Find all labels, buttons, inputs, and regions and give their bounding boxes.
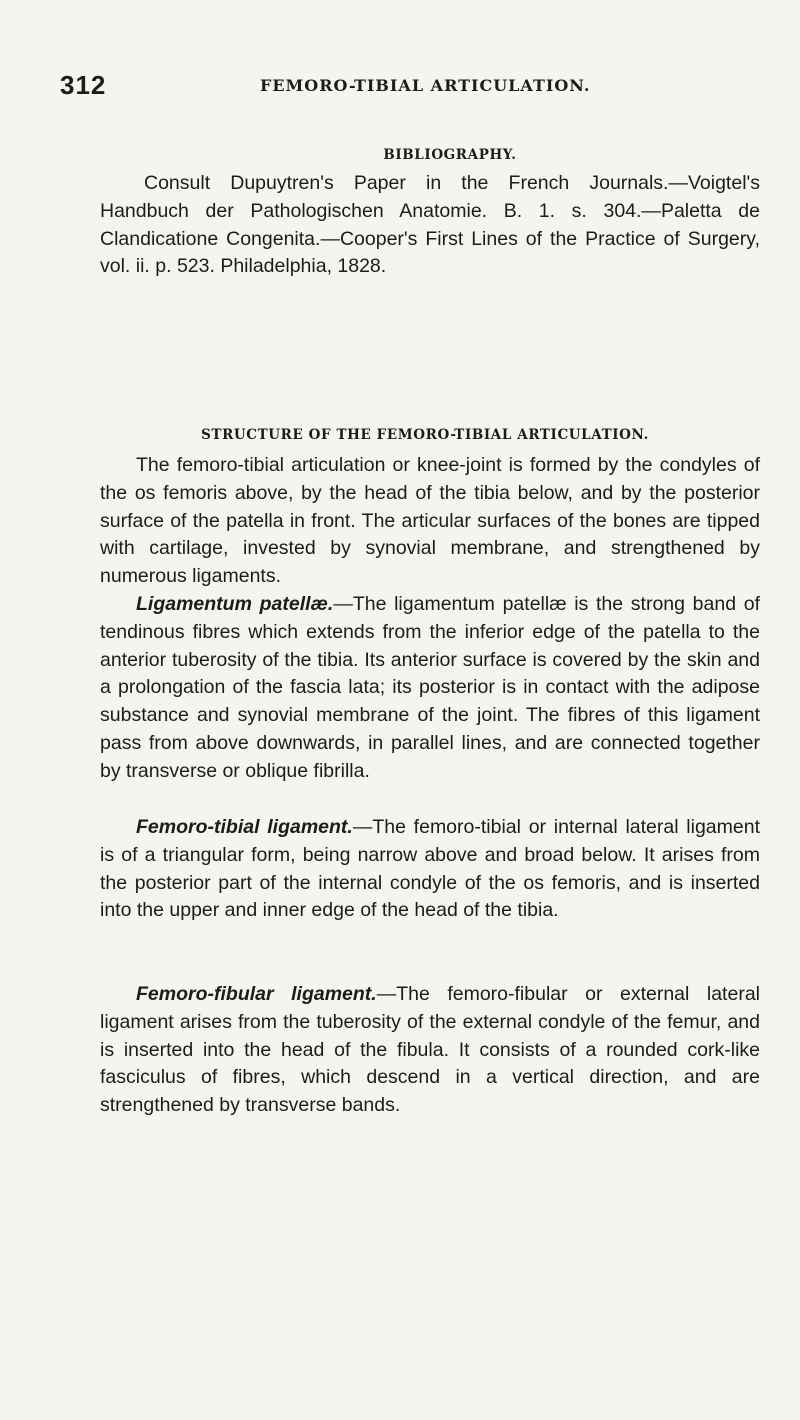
structure-heading: STRUCTURE OF THE FEMORO-TIBIAL ARTICULATION. xyxy=(201,427,649,443)
running-title: FEMORO-TIBIAL ARTICULATION. xyxy=(260,76,591,95)
intro-paragraph: The femoro-tibial articulation or knee-joint is formed by the condyles of the os femoris above, by the head of the tibia below, and by the posterior surface of the patella in front. The articular surfaces of the bones are tipped with cartilage, invested by synovial membrane, and strengthened by numerous ligaments. xyxy=(100,454,760,588)
running-head xyxy=(60,70,740,110)
ligament-description: —The femoro-tibial or internal lateral ligament is of a triangular form, being narrow above and broad below. It arises from the posterior part of the internal condyle of the os femoris, and is inserted into the upper and inner edge of the head of the tibia. xyxy=(100,816,760,922)
ligament-description: —The femoro-fibular or external lateral ligament arises from the tuberosity of the external condyle of the femur, and is inserted into the head of the fibula. It consists of a rounded cork-like fasciculus of fibres, which descend in a vertical direction, and are strengthened by transverse bands. xyxy=(100,983,760,1117)
ligament-paragraph-femoro-tibial xyxy=(100,814,760,925)
ligament-term: Ligamentum patellæ. xyxy=(136,593,334,615)
ligament-term: Femoro-tibial ligament. xyxy=(136,816,353,838)
page-number: 312 xyxy=(60,70,107,100)
bibliography-paragraph: Consult Dupuytren's Paper in the French Journals.—Voigtel's Handbuch der Pathologischen Anatomie. B. 1. s. 304.—Paletta de Clandicatione Congenita.—Cooper's First Lines of the Practice of Surgery, vol. ii. p. 523. Philadelphia, 1828. xyxy=(100,172,760,278)
ligament-term: Femoro-fibular ligament. xyxy=(136,983,377,1005)
ligament-paragraph-femoro-fibular xyxy=(100,981,760,1120)
ligament-paragraph-patellae xyxy=(100,591,760,786)
ligament-description: —The ligamentum patellæ is the strong band of tendinous fibres which extends from the inferior edge of the patella to the anterior tuberosity of the tibia. Its anterior surface is covered by the skin and a prolongation of the fascia lata; its posterior is in contact with the adipose substance and synovial membrane of the joint. The fibres of this ligament pass from above downwards, in parallel lines, and are connected together by transverse or oblique fibrilla. xyxy=(100,593,761,782)
bibliography-heading: BIBLIOGRAPHY. xyxy=(383,147,517,163)
